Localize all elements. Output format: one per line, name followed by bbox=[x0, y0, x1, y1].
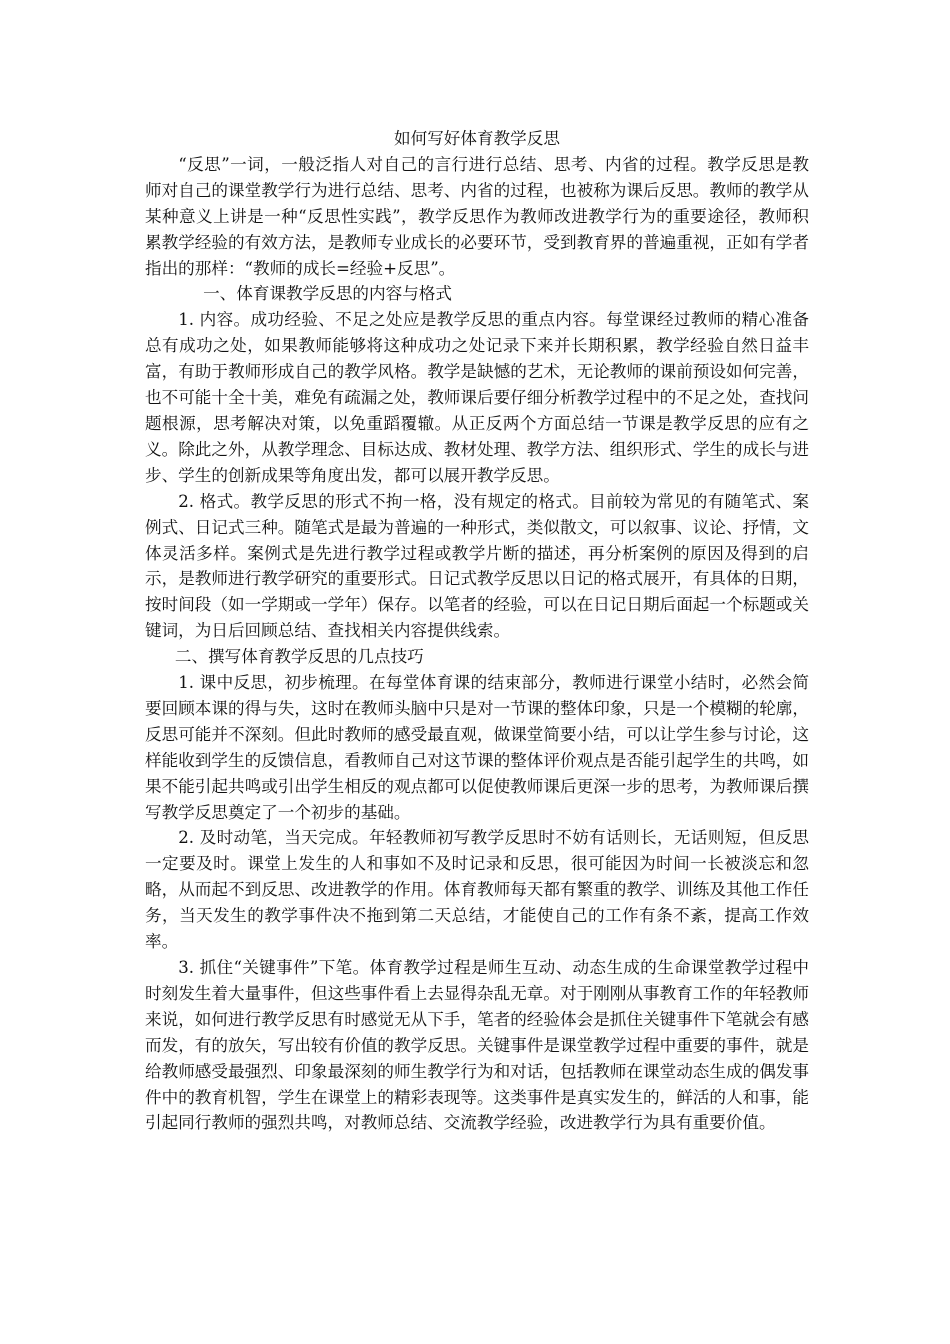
section-2-paragraph-tip-1: 1. 课中反思，初步梳理。在每堂体育课的结束部分，教师进行课堂小结时，必然会简要回顾本课的得与失，这时在教师头脑中只是对一节课的整体印象，只是一个模糊的轮廓，反思可能并不深刻。但此时教师的感受最直观，做课堂简要小结，可以让学生参与讨论，这样能收到学生的反馈信息，看教师自己对这节课的整体评价观点是否能引起学生的共鸣，如果不能引起共鸣或引出学生相反的观点都可以促使教师课后更深一步的思考，为教师课后撰写教学反思奠定了一个初步的基础。 bbox=[145, 673, 809, 822]
section-2-paragraph-tip-2: 2. 及时动笔，当天完成。年轻教师初写教学反思时不妨有话则长，无话则短，但反思一定要及时。课堂上发生的人和事如不及时记录和反思，很可能因为时间一长被淡忘和忽略，从而起不到反思、改进教学的作用。体育教师每天都有繁重的教学、训练及其他工作任务，当天发生的教学事件决不拖到第二天总结，才能使自己的工作有条不紊，提高工作效率。 bbox=[145, 828, 809, 952]
section-1-paragraph-format: 2. 格式。教学反思的形式不拘一格，没有规定的格式。目前较为常见的有随笔式、案例式、日记式三种。随笔式是最为普遍的一种形式，类似散文，可以叙事、议论、抒情，文体灵活多样。案例式是先进行教学过程或教学片断的描述，再分析案例的原因及得到的启示，是教师进行教学研究的重要形式。日记式教学反思以日记的格式展开，有具体的日期，按时间段（如一学期或一学年）保存。以笔者的经验，可以在日记日期后面起一个标题或关键词，为日后回顾总结、查找相关内容提供线索。 bbox=[145, 491, 809, 641]
section-1-heading: 一、体育课教学反思的内容与格式 bbox=[203, 284, 452, 304]
intro-paragraph: “反思”一词，一般泛指人对自己的言行进行总结、思考、内省的过程。教学反思是教师对自己的课堂教学行为进行总结、思考、内省的过程，也被称为课后反思。教师的教学从某种意义上讲是一种“反思性实践”，教学反思作为教师改进教学行为的重要途径，教师积累教学经验的有效方法，是教师专业成长的必要环节，受到教育界的普遍重视，正如有学者指出的那样：“教师的成长=经验+反思”。 bbox=[145, 154, 809, 278]
document-page bbox=[145, 126, 809, 1136]
section-2-heading: 二、撰写体育教学反思的几点技巧 bbox=[174, 647, 424, 667]
document-title: 如何写好体育教学反思 bbox=[394, 129, 560, 148]
section-1-paragraph-content: 1. 内容。成功经验、不足之处应是教学反思的重点内容。每堂课经过教师的精心准备总有成功之处，如果教师能够将这种成功之处记录下来并长期积累，教学经验自然日益丰富，有助于教师形成自己的教学风格。教学是缺憾的艺术，无论教师的课前预设如何完善，也不可能十全十美，难免有疏漏之处，教师课后要仔细分析教学过程中的不足之处，查找问题根源，思考解决对策，以免重蹈覆辙。从正反两个方面总结一节课是教学反思的应有之义。除此之外，从教学理念、目标达成、教材处理、教学方法、组织形式、学生的成长与进步、学生的创新成果等角度出发，都可以展开教学反思。 bbox=[145, 310, 809, 485]
section-2-paragraph-tip-3: 3. 抓住“关键事件”下笔。体育教学过程是师生互动、动态生成的生命课堂教学过程中时刻发生着大量事件，但这些事件看上去显得杂乱无章。对于刚刚从事教育工作的年轻教师来说，如何进行教学反思有时感觉无从下手，笔者的经验体会是抓住关键事件下笔就会有感而发，有的放矢，写出较有价值的教学反思。关键事件是课堂教学过程中重要的事件，就是给教师感受最强烈、印象最深刻的师生教学行为和对话，包括教师在课堂动态生成的偶发事件中的教育机智，学生在课堂上的精彩表现等。这类事件是真实发生的，鲜活的人和事，能引起同行教师的强烈共鸣，对教师总结、交流教学经验，改进教学行为具有重要价值。 bbox=[145, 958, 809, 1133]
